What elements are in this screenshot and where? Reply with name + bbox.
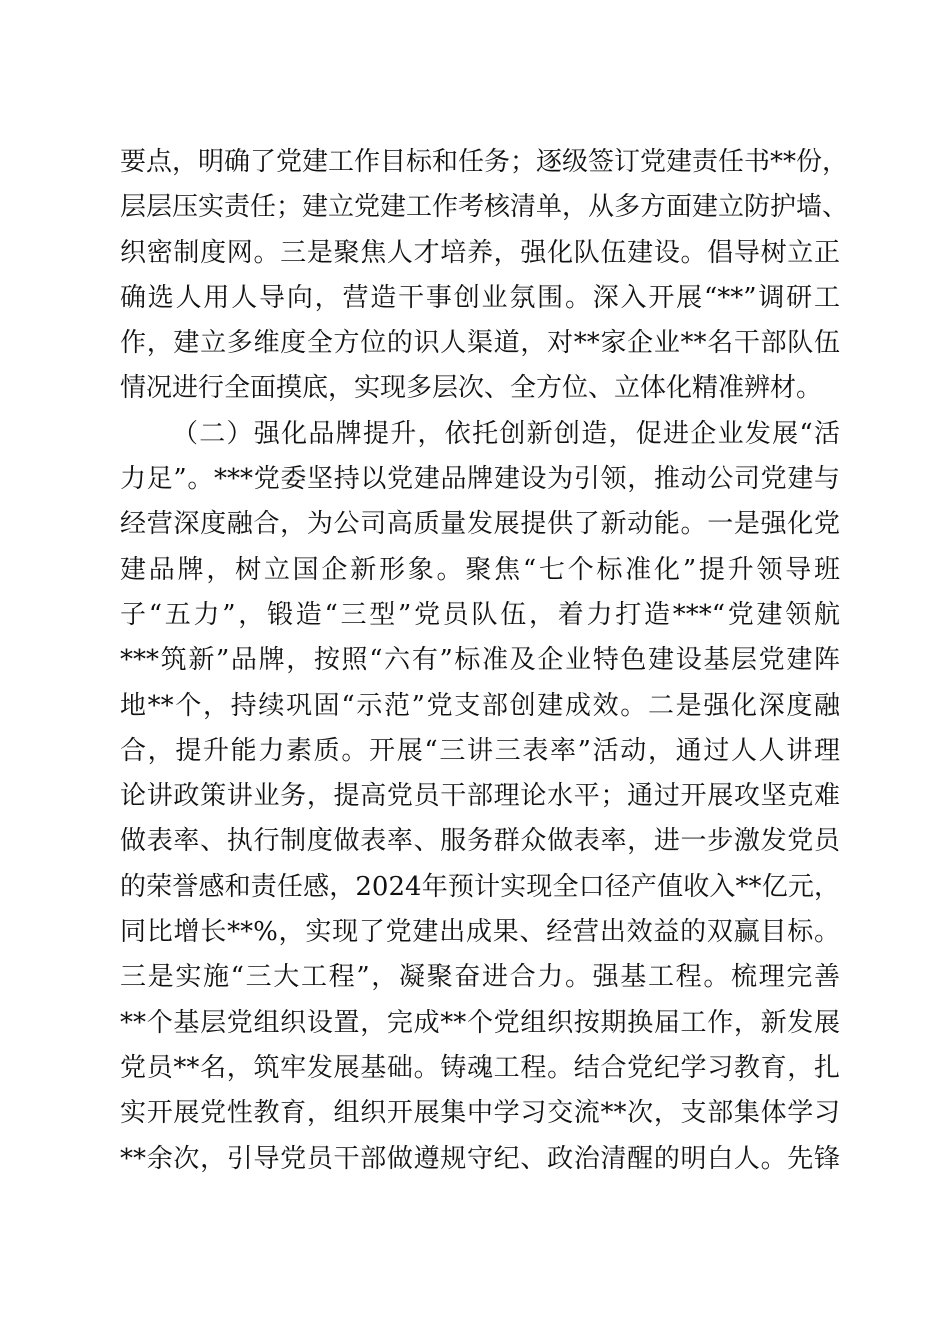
- text-line: 情况进行全面摸底，实现多层次、全方位、立体化精准辨材。: [120, 373, 823, 404]
- body-text: [120, 140, 849, 1182]
- text-line: **个基层党组织设置，完成**个党组织按期换届工作，新发展: [120, 1007, 840, 1038]
- text-line: 层层压实责任；建立党建工作考核清单，从多方面建立防护墙、: [120, 192, 849, 223]
- text-line: **余次，引导党员干部做遵规守纪、政治清醒的明白人。先锋: [120, 1143, 840, 1174]
- text-line: 合，提升能力素质。开展“三讲三表率”活动，通过人人讲理: [120, 735, 840, 766]
- text-line: 三是实施“三大工程”，凝聚奋进合力。强基工程。梳理完善: [120, 962, 840, 993]
- text-line: 实开展党性教育，组织开展集中学习交流**次，支部集体学习: [120, 1098, 840, 1129]
- text-line: 子“五力”，锻造“三型”党员队伍，着力打造***“党建领航: [120, 599, 840, 630]
- text-line: 的荣誉感和责任感，2024年预计实现全口径产值收入**亿元，: [120, 871, 840, 902]
- section-heading-line: （二）强化品牌提升，依托创新创造，促进企业发展“活: [172, 418, 840, 449]
- text-line: 党员**名，筑牢发展基础。铸魂工程。结合党纪学习教育，扎: [120, 1052, 840, 1083]
- text-line: 地**个，持续巩固“示范”党支部创建成效。二是强化深度融: [120, 690, 840, 721]
- text-line: 织密制度网。三是聚焦人才培养，强化队伍建设。倡导树立正: [120, 237, 840, 268]
- text-line: 同比增长**%，实现了党建出成果、经营出效益的双赢目标。: [120, 917, 840, 948]
- text-line: 建品牌，树立国企新形象。聚焦“七个标准化”提升领导班: [120, 554, 840, 585]
- text-line: 力足”。***党委坚持以党建品牌建设为引领，推动公司党建与: [120, 464, 840, 495]
- text-line: 做表率、执行制度做表率、服务群众做表率，进一步激发党员: [120, 826, 840, 857]
- text-line: 要点，明确了党建工作目标和任务；逐级签订党建责任书**份，: [120, 147, 849, 177]
- text-line: 确选人用人导向，营造干事创业氛围。深入开展“**”调研工: [120, 282, 840, 313]
- text-line: ***筑新”品牌，按照“六有”标准及企业特色建设基层党建阵: [120, 645, 840, 676]
- text-line: 经营深度融合，为公司高质量发展提供了新动能。一是强化党: [120, 509, 840, 540]
- text-line: 论讲政策讲业务，提高党员干部理论水平；通过开展攻坚克难: [120, 781, 840, 812]
- text-line: 作，建立多维度全方位的识人渠道，对**家企业**名干部队伍: [120, 328, 840, 359]
